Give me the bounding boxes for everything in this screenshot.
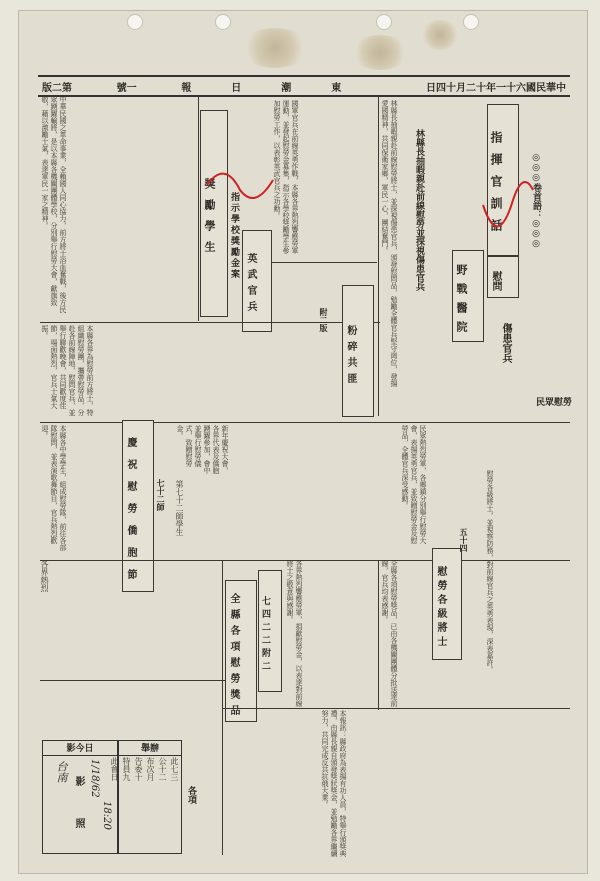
- bulletin-cell: 特員九: [122, 757, 131, 781]
- mid-right-title: [382, 395, 572, 420]
- column-title-box: [487, 256, 519, 298]
- binder-hole: [215, 14, 231, 30]
- bulletin-cell: 告委十: [134, 757, 143, 781]
- stamp-sub-2: 照: [73, 818, 84, 828]
- masthead-issue: 號一: [116, 82, 137, 94]
- section-subtitle: [318, 280, 340, 360]
- lower-center-body: [285, 560, 380, 710]
- body-text: 民眾熱烈勞軍，各鄉鎮分別舉行慰勞大會，表揚英勇官兵，並致贈慰勞金及慰勞品，全體官兵深受感動。: [401, 425, 427, 544]
- masthead-date: 日四十月二十年一十六國民華中: [425, 82, 566, 94]
- title-part: 將士: [435, 622, 446, 650]
- column-rule: [378, 560, 379, 710]
- mid-center-body: [175, 425, 375, 475]
- mid-center-label: [155, 425, 173, 565]
- top-right-caption: [413, 100, 451, 320]
- section-title-box: [342, 285, 374, 417]
- title-part: 慰勞: [435, 566, 446, 594]
- body-text: 各界熱烈響應勞軍，捐獻慰勞金，以表達對前線將士之敬意與感謝。: [286, 560, 303, 707]
- binder-hole: [376, 14, 392, 30]
- top-right-body: [380, 100, 412, 390]
- subhead-2: 英武官兵: [245, 253, 256, 317]
- body-text: 全縣各項慰勞獎品，已由各機關團體分批送達前線，官兵均表感謝。: [381, 560, 398, 707]
- bottom-tag: [185, 735, 230, 855]
- column-title-4-wrap: [498, 300, 524, 385]
- column-title-box: [452, 250, 484, 342]
- red-ink-mark: [205, 160, 275, 210]
- lower-right-title: [433, 549, 448, 663]
- mid-right-title-text: 民眾慰勞: [535, 398, 572, 408]
- column-title-4: 傷患官兵: [500, 322, 511, 363]
- lower-center-title-box: [225, 580, 257, 722]
- section-title: 粉碎共匪: [345, 325, 356, 389]
- title-part: 僑胞: [125, 525, 136, 569]
- bottom-body: [320, 710, 570, 860]
- binder-hole: [463, 14, 479, 30]
- title-part: 節: [125, 569, 136, 591]
- masthead-paper-name: 報日潮東: [181, 82, 382, 94]
- caption-text: 林縣長抽暇親赴前線慰勞並探視傷患官兵: [414, 129, 424, 291]
- body-text: 第七十二師學生: [175, 480, 184, 536]
- lower-center-title: [226, 581, 241, 727]
- title-part: 各級: [435, 594, 446, 622]
- rule: [272, 262, 377, 263]
- bulletin-cell: 此七三: [170, 757, 179, 781]
- bulletin-cell: 公十二: [158, 757, 167, 781]
- body-text: 中華民國之革命事業，全賴國人同心協力，前方將士浴血奮戰，後方民眾踴躍輸將，是以本縣各機關團體學校，分別舉行慰勞大會，獻旗致敬，藉以激勵士氣，表達軍民一家之精神。: [41, 96, 67, 313]
- handwritten-time: 18:20: [101, 801, 112, 830]
- ribbon-text: ◎◎◎卷首語：◎◎◎: [531, 153, 541, 249]
- column-title-3: 慰問: [490, 271, 501, 291]
- title-part: 慶祝: [125, 437, 136, 481]
- mid-center-body-2: [175, 480, 375, 540]
- title-part: 慰勞: [228, 657, 239, 689]
- body-text: 本縣各界為慰勞前方將士，特組織慰勞團，攜帶慰勞品，分赴各前線陣地，慰問官兵，並舉行聯歡晚會，共同歡度佳節，場面熱烈，官兵士氣大振。: [41, 325, 94, 416]
- body-text: 林縣長抽暇親赴前線慰勞將士，並探視傷患官兵，頒發慰問品，勉勵全體官兵堅守崗位，發揚愛國精神，共同保衛家鄉，軍民一心，團結奮鬥。: [381, 100, 398, 387]
- lower-right-label-text: 五十四: [459, 528, 468, 552]
- masthead-page-label: 版二第: [42, 82, 72, 94]
- rule: [40, 680, 225, 681]
- body-text: 各界熱烈: [40, 560, 49, 592]
- body-text: 新年慶祝大會，各界代表及僑胞踴躍參加，會中並舉行慰勞儀式，致贈慰勞金。: [176, 425, 229, 474]
- handwritten-note: 台南: [55, 761, 68, 783]
- subhead-box: [200, 110, 228, 317]
- paper-stain: [240, 28, 310, 68]
- lower-right-label: [458, 480, 478, 600]
- top-left-body: [40, 96, 195, 316]
- body-text: 本報訊：縣政府為表揚有功人員，特舉行頒獎典禮，由縣長親自頒發獎狀獎金，並勉勵各界繼續努力，共同完成反共抗俄大業。: [321, 710, 347, 857]
- title-part: 全縣: [228, 593, 239, 625]
- lower-center-label: 七四二二附二: [260, 596, 270, 674]
- body-text: 慰勞各級將士，並視察防務，對前線官兵之英勇表現，深表嘉許。: [486, 470, 494, 673]
- masthead: [38, 75, 570, 97]
- bulletin-cell: 此會日: [110, 757, 119, 781]
- column-rule: [378, 96, 379, 416]
- title-part: 慰勞: [125, 481, 136, 525]
- red-ink-mark: [478, 150, 538, 240]
- column-title-1: 指揮官訓話: [489, 131, 503, 241]
- title-part: 各項: [228, 625, 239, 657]
- stamp-sub-1: 影: [73, 776, 84, 786]
- stamp-title: 影今日: [43, 741, 117, 756]
- subhead-box: [242, 230, 272, 332]
- rule: [222, 708, 570, 709]
- rule: [40, 422, 570, 423]
- bulletin-cell: 布次月: [146, 757, 155, 781]
- binder-hole: [127, 14, 143, 30]
- subhead-1: 獎勵學生: [203, 177, 216, 262]
- bottom-tag-text: 各項: [186, 786, 196, 804]
- body-text: 國軍官兵在前線英勇作戰，本縣各界熱烈響應勞軍運動，並發起慰勞金募集，指示各學校獎勵學生參加慰勞工作，以表彰英武官兵之功勳。: [273, 100, 299, 254]
- column-rule: [198, 96, 199, 321]
- lower-right-body: [485, 470, 570, 730]
- body-text: 本縣各中學學生，組成慰勞隊，前往各部隊慰問，並表演歌舞節目，官兵熱烈歡迎。: [41, 425, 67, 551]
- headline-text: 指示學校獎勵金案: [229, 192, 239, 280]
- photo-stamp-box: [42, 740, 118, 854]
- lower-right-body-2: [380, 560, 430, 710]
- handwritten-date: 1/18/62: [89, 759, 100, 798]
- bulletin-table: [110, 740, 182, 854]
- bulletin-title: 舉辦: [119, 741, 181, 756]
- mid-center-label-text: 七十二師: [156, 479, 165, 511]
- column-title-2: 野戰醫院: [455, 264, 468, 340]
- paper-stain: [350, 35, 410, 70]
- mid-left-body: [40, 425, 120, 555]
- section-subtitle-text: 附二版: [319, 308, 328, 332]
- lower-center-label-box: [258, 570, 282, 692]
- top-middle-body: [272, 100, 377, 260]
- lower-left-body: [40, 560, 220, 675]
- paper-stain: [420, 20, 460, 50]
- title-part: 獎品: [228, 689, 239, 721]
